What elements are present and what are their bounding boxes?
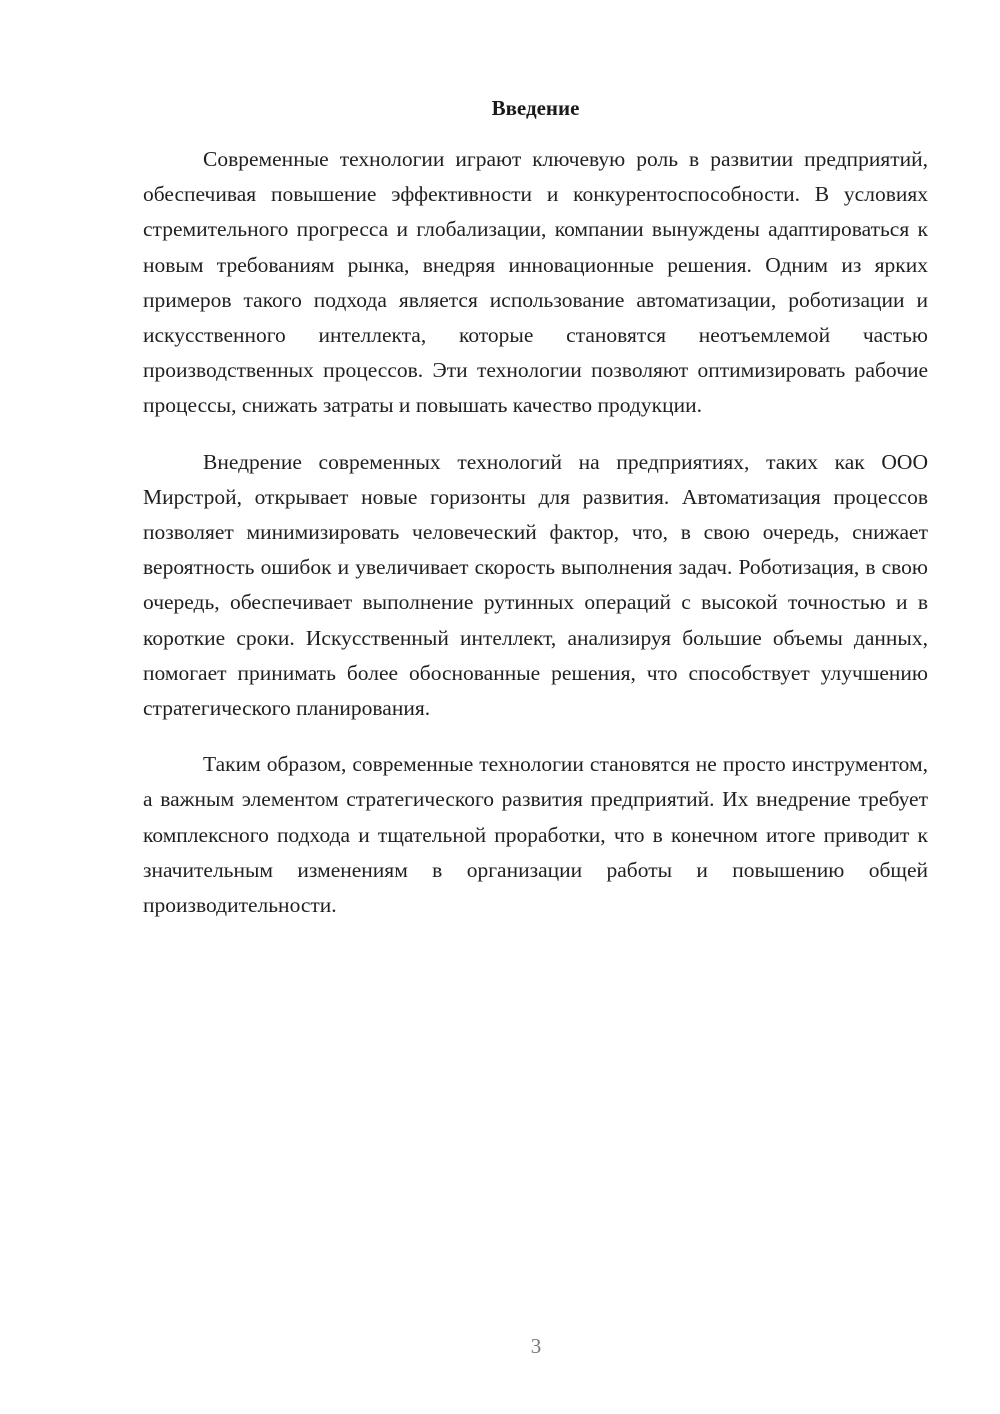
paragraph-2: Внедрение современных технологий на предприятиях, таких как ООО Мирстрой, открывает новые горизонты для развития. Автоматизация процессов позволяет минимизировать человеческий фактор, что, в свою очередь, снижает вероятность ошибок и увеличивает скорость выполнения задач. Роботизация, в свою очередь, обеспечивает выполнение рутинных операций с высокой точностью и в короткие сроки. Искусственный интеллект, анализируя большие объемы данных, помогает принимать более обоснованные решения, что способствует улучшению стратегического планирования. (143, 449, 928, 721)
body-text (143, 142, 928, 944)
page-number: 3 (530, 1334, 542, 1358)
paragraph-1: Современные технологии играют ключевую роль в развитии предприятий, обеспечивая повышение эффективности и конкурентоспособности. В условиях стремительного прогресса и глобализации, компании вынуждены адаптироваться к новым требованиям рынка, внедряя инновационные решения. Одним из ярких примеров такого подхода является использование автоматизации, роботизации и искусственного интеллекта, которые становятся неотъемлемой частью производственных процессов. Эти технологии позволяют оптимизировать рабочие процессы, снижать затраты и повышать качество продукции. (143, 147, 928, 418)
paragraph-3: Таким образом, современные технологии становятся не просто инструментом, а важным элементом стратегического развития предприятий. Их внедрение требует комплексного подхода и тщательной проработки, что в конечном итоге приводит к значительным изменениям в организации работы и повышению общей производительности. (143, 752, 928, 918)
section-title: Введение (491, 96, 580, 120)
